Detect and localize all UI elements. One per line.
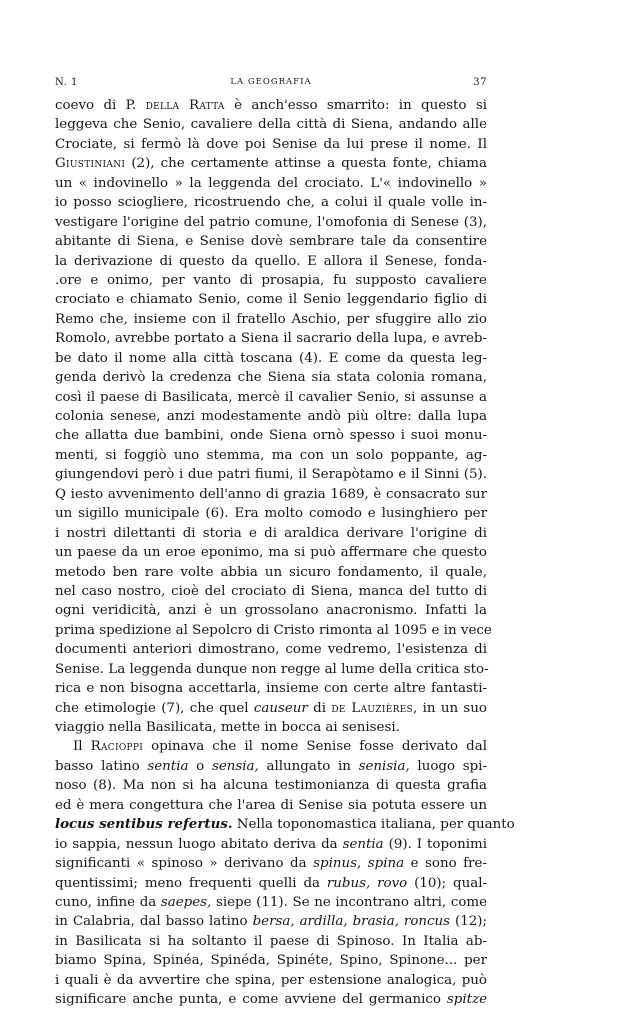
text-line xyxy=(55,679,487,698)
text-segment: luogo spi- xyxy=(409,758,487,774)
text-segment: (10); qual- xyxy=(407,875,488,891)
text-segment: allungato in xyxy=(258,758,359,774)
text-segment: documenti anteriori dimostrano, come vedremo, l'esistenza di xyxy=(55,642,487,658)
emphasis-segment: locus sentibus refertus. xyxy=(55,816,233,833)
text-line xyxy=(55,271,487,290)
text-segment: che etimologie (7), che quel xyxy=(55,700,254,716)
text-line xyxy=(55,154,487,173)
text-segment: significare anche punta, e come avviene del germanico xyxy=(55,992,447,1008)
text-line xyxy=(55,932,487,951)
text-line xyxy=(55,854,487,873)
text-segment: Il xyxy=(73,739,91,755)
emphasis-segment: senisia, xyxy=(358,758,410,774)
text-line xyxy=(55,874,487,893)
emphasis-segment: sensia, xyxy=(211,758,259,774)
text-line xyxy=(55,640,487,659)
text-segment: Q iesto avvenimento dell'anno di grazia 1689, è consacrato sur xyxy=(55,486,487,502)
text-line xyxy=(55,601,487,620)
emphasis-segment: sentia xyxy=(342,836,384,852)
text-segment: o xyxy=(188,758,212,774)
page-number: 37 xyxy=(473,77,487,88)
text-segment: noso (8). Ma non si ha alcuna testimonianza di questa grafia xyxy=(55,778,487,794)
text-segment: metodo ben rare volte abbia un sicuro fondamento, il quale, xyxy=(55,564,487,580)
text-segment: coevo di P. xyxy=(55,98,146,113)
text-segment: biamo Spina, Spinéa, Spinéda, Spinéte, Spino, Spinone... per xyxy=(55,953,487,969)
text-line xyxy=(55,757,487,776)
text-segment: leggeva che Senio, cavaliere della città di Siena, andando alle xyxy=(55,117,487,133)
text-line xyxy=(55,990,487,1009)
journal-title: LA GEOGRAFIA xyxy=(230,77,312,87)
text-segment: (9). I toponimi xyxy=(383,836,488,852)
text-segment: genda derivò la credenza che Siena sia stata colonia romana, xyxy=(55,370,487,386)
emphasis-segment: sentia xyxy=(147,758,189,774)
text-segment: Crociate, si fermò là dove poi Senise da lui prese il nome. Il xyxy=(55,136,487,152)
text-segment: giungendovi però i due patri fiumi, il Serapòtamo e il Sinni (5). xyxy=(55,467,487,483)
text-segment: rica e non bisogna accettarla, insieme con certe altre fantasti- xyxy=(55,681,487,697)
emphasis-segment: causeur xyxy=(253,700,308,716)
text-segment: (12); xyxy=(450,914,487,930)
text-segment: (2), che certamente attinse a questa fonte, chiama xyxy=(125,156,487,172)
text-segment: opinava che il nome Senise fosse derivato dal xyxy=(143,739,487,755)
text-line xyxy=(55,232,487,251)
text-segment: cuno, infine da xyxy=(55,894,161,910)
text-line xyxy=(55,349,487,368)
text-line xyxy=(55,329,487,348)
text-segment: basso latino xyxy=(55,758,148,774)
text-segment: un paese da un eroe eponimo, ma si può affermare che questo xyxy=(55,545,487,561)
text-line xyxy=(55,115,487,134)
text-line xyxy=(55,310,487,329)
text-segment: è anch'esso smarrito: in questo si xyxy=(224,98,487,113)
emphasis-segment: spitze xyxy=(446,992,487,1008)
text-segment: nel caso nostro, cioè del crociato di Siena, manca del tutto di xyxy=(55,583,487,599)
text-segment: e sono fre- xyxy=(404,856,487,872)
text-line xyxy=(55,193,487,212)
emphasis-segment: bersa, ardilla, brasia, roncus xyxy=(252,914,451,930)
text-line xyxy=(55,504,487,523)
emphasis-segment: saepes, xyxy=(160,894,212,910)
text-segment: i nostri dilettanti di storia e di araldica derivare l'origine di xyxy=(55,525,487,541)
text-line xyxy=(55,796,487,815)
text-segment: prima spedizione al Sepolcro di Cristo rimonta al 1095 e in vece xyxy=(55,622,492,638)
text-segment: colonia senese, anzi modestamente andò più oltre: dalla lupa xyxy=(55,409,487,424)
text-line xyxy=(55,407,487,426)
text-segment: un sigillo municipale (6). Era molto comodo e lusinghiero per xyxy=(55,506,487,522)
text-segment: io sappia, nessun luogo abitato deriva da xyxy=(55,836,343,852)
text-segment: così il paese di Basilicata, mercè il cavalier Senio, si assunse a xyxy=(55,389,487,405)
text-line xyxy=(55,971,487,990)
text-segment: Nella toponomastica italiana, per quanto xyxy=(232,817,515,833)
text-line xyxy=(55,699,487,718)
emphasis-segment: spinus, spina xyxy=(313,856,405,872)
text-segment: in Basilicata si ha soltanto il paese di Spinoso. In Italia ab- xyxy=(55,933,487,949)
text-line xyxy=(55,835,487,854)
text-segment: viaggio nella Basilicata, mette in bocca ai senisesi. xyxy=(55,720,400,735)
text-segment: i quali è da avvertire che spina, per estensione analogica, può xyxy=(55,972,487,988)
text-line xyxy=(55,815,515,834)
text-segment: be dato il nome alla città toscana (4). E come da questa leg- xyxy=(55,350,487,366)
text-line xyxy=(55,290,487,309)
text-segment: siepe (11). Se ne incontrano altri, come xyxy=(211,894,488,910)
text-line xyxy=(55,776,487,795)
text-line xyxy=(55,660,487,679)
text-line xyxy=(55,718,487,737)
text-segment: quentissimi; meno frequenti quelli da xyxy=(55,875,327,891)
text-line xyxy=(55,174,487,193)
text-line xyxy=(55,912,487,931)
text-line xyxy=(55,426,487,445)
text-line xyxy=(55,893,487,912)
text-line xyxy=(55,485,487,504)
text-line xyxy=(55,213,487,232)
text-line xyxy=(55,252,487,271)
text-segment: Romolo, avrebbe portato a Siena il sacrario della lupa, e avreb- xyxy=(55,331,487,347)
text-line xyxy=(55,524,487,543)
text-line xyxy=(55,465,487,484)
text-segment: in Calabria, dal basso latino xyxy=(55,914,253,930)
text-line xyxy=(55,563,487,582)
emphasis-segment: rubus, rovo xyxy=(326,875,408,891)
text-segment: la derivazione di questo da quello. E allora il Senese, fonda- xyxy=(55,253,487,269)
emphasis-segment: de Lauzières xyxy=(331,700,413,716)
text-line xyxy=(55,582,487,601)
text-segment: un « indovinello » la leggenda del crociato. L'« indovinello » xyxy=(55,175,487,191)
text-segment: , in un suo xyxy=(413,700,487,716)
text-line xyxy=(55,951,487,970)
text-line xyxy=(55,543,487,562)
text-segment: .ore e onimo, per vanto di prosapia, fu supposto cavaliere xyxy=(55,272,487,288)
text-segment: ed è mera congettura che l'area di Senise sia potuta essere un xyxy=(55,797,487,813)
emphasis-segment: della Ratta xyxy=(145,98,225,113)
text-line xyxy=(55,388,487,407)
emphasis-segment: Racioppi xyxy=(90,739,144,755)
body-text xyxy=(55,96,515,1010)
text-segment: io posso sciogliere, ricostruendo che, a colui il quale volle in- xyxy=(55,195,487,211)
text-line xyxy=(55,368,487,387)
text-segment: Remo che, insieme con il fratello Aschio, per sfuggire allo zio xyxy=(55,311,487,327)
text-segment: Senise. La leggenda dunque non regge al lume della critica sto- xyxy=(55,661,489,677)
text-line xyxy=(55,621,492,640)
text-line xyxy=(55,135,487,154)
text-segment: crociato e chiamato Senio, come il Senio leggendario figlio di xyxy=(55,292,487,308)
text-line xyxy=(55,737,487,756)
text-segment: abitante di Siena, e Senise dovè sembrare tale da consentire xyxy=(55,234,487,250)
text-segment: menti, si foggiò uno stemma, ma con un solo poppante, ag- xyxy=(55,447,487,463)
text-segment: significanti « spinoso » derivano da xyxy=(55,856,314,872)
text-segment: di xyxy=(307,700,332,716)
text-line xyxy=(55,446,487,465)
emphasis-segment: Giustiniani xyxy=(55,156,126,172)
running-header xyxy=(55,77,487,91)
text-segment: vestigare l'origine del patrio comune, l'omofonia di Senese (3), xyxy=(55,214,487,230)
issue-number: N. 1 xyxy=(55,77,78,88)
text-segment: che allatta due bambini, onde Siena ornò spesso i suoi monu- xyxy=(55,428,487,444)
text-line xyxy=(55,96,487,115)
text-segment: ogni veridicità, anzi è un grossolano anacronismo. Infatti la xyxy=(55,603,487,619)
